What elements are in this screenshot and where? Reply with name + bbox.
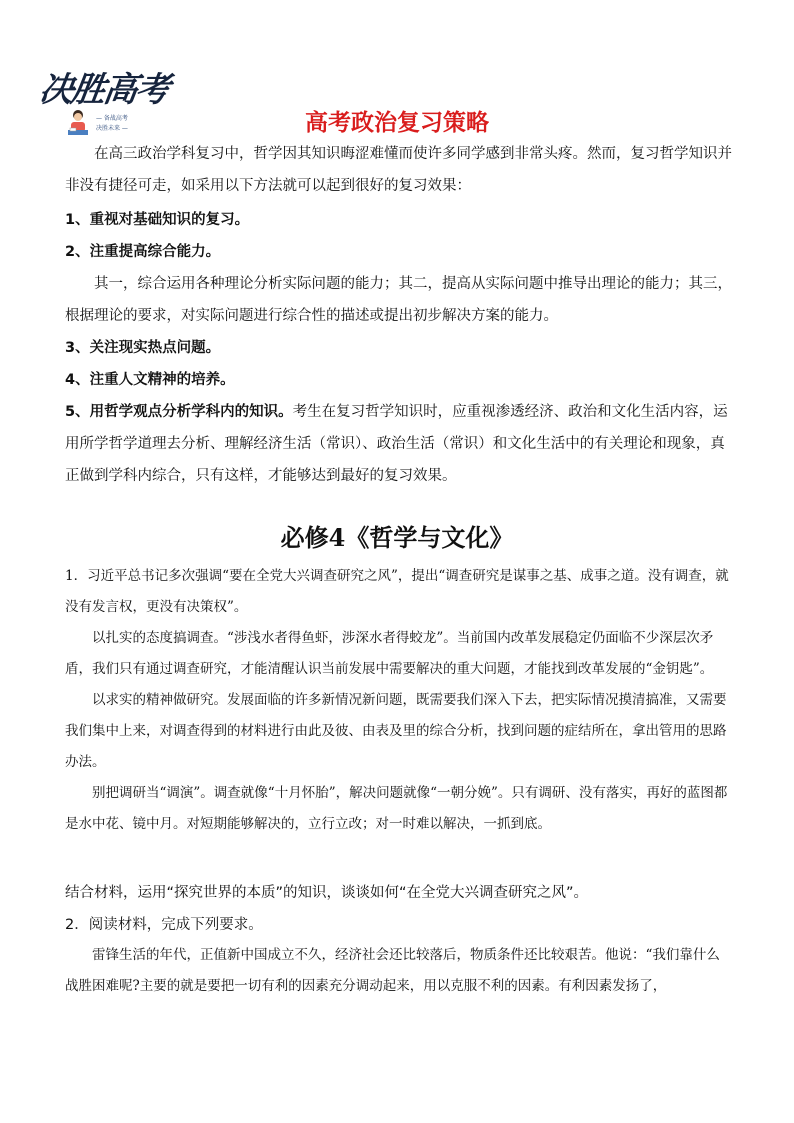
question-1-prompt <box>65 877 733 941</box>
list-item: 2、注重提高综合能力。 <box>65 244 221 260</box>
list-item: 4、注重人文精神的培养。 <box>65 372 235 388</box>
question-1 <box>65 561 733 840</box>
question-paragraph: 别把调研当“调演”。调查就像“十月怀胎”，解决问题就像“一朝分娩”。只有调研、没有落实，再好的蓝图都是水中花、镜中月。对短期能够解决的，立行立改；对一时难以解决，一抓到底。 <box>65 785 728 832</box>
question-paragraph: 以扎实的态度搞调查。“涉浅水者得鱼虾，涉深水者得蛟龙”。当前国内改革发展稳定仍面临不少深层次矛盾，我们只有通过调查研究，才能清醒认识当前发展中需要解决的重大问题，才能找到改革发展的“金钥匙”。 <box>65 630 714 677</box>
list-item: 5、用哲学观点分析学科内的知识。考生在复习哲学知识时，应重视渗透经济、政治和文化生活内容，运用所学哲学道理去分析、理解经济生活（常识）、政治生活（常识）和文化生活中的有关理论和现象，真正做到学科内综合，只有这样，才能够达到最好的复习效果。 <box>65 404 728 484</box>
question-paragraph: 1．习近平总书记多次强调“要在全党大兴调查研究之风”，提出“调查研究是谋事之基、成事之道。没有调查，就没有发言权，更没有决策权”。 <box>65 568 729 615</box>
section-title: 必修4《哲学与文化》 <box>280 523 514 552</box>
list-item-body: 其一，综合运用各种理论分析实际问题的能力；其二，提高从实际问题中推导出理论的能力；其三，根据理论的要求，对实际问题进行综合性的描述或提出初步解决方案的能力。 <box>65 276 732 324</box>
logo-tagline: — 备战高考 决胜未来 — <box>96 115 128 132</box>
question-2 <box>65 940 733 1002</box>
question-prompt: 结合材料，运用“探究世界的本质”的知识，谈谈如何“在全党大兴调查研究之风”。 <box>65 885 589 901</box>
question-paragraph: 雷锋生活的年代，正值新中国成立不久，经济社会还比较落后，物质条件还比较艰苦。他说：“我们靠什么战胜困难呢?主要的就是要把一切有利的因素充分调动起来，用以克服不利的因素。有利因素发扬了， <box>65 947 720 994</box>
logo-text: 决胜高考 <box>36 70 171 110</box>
intro-section <box>65 138 733 492</box>
page-title: 高考政治复习策略 <box>305 110 489 136</box>
question-paragraph: 以求实的精神做研究。发展面临的许多新情况新问题，既需要我们深入下去，把实际情况摸清搞准，又需要我们集中上来，对调查得到的材料进行由此及彼、由表及里的综合分析，找到问题的症结所在，拿出管用的思路办法。 <box>65 692 727 770</box>
question-2-heading: 2．阅读材料，完成下列要求。 <box>65 917 263 933</box>
list-item: 3、关注现实热点问题。 <box>65 340 221 356</box>
intro-paragraph: 在高三政治学科复习中，哲学因其知识晦涩难懂而使许多同学感到非常头疼。然而，复习哲学知识并非没有捷径可走，如采用以下方法就可以起到很好的复习效果： <box>65 146 732 194</box>
list-item: 1、重视对基础知识的复习。 <box>65 212 250 228</box>
